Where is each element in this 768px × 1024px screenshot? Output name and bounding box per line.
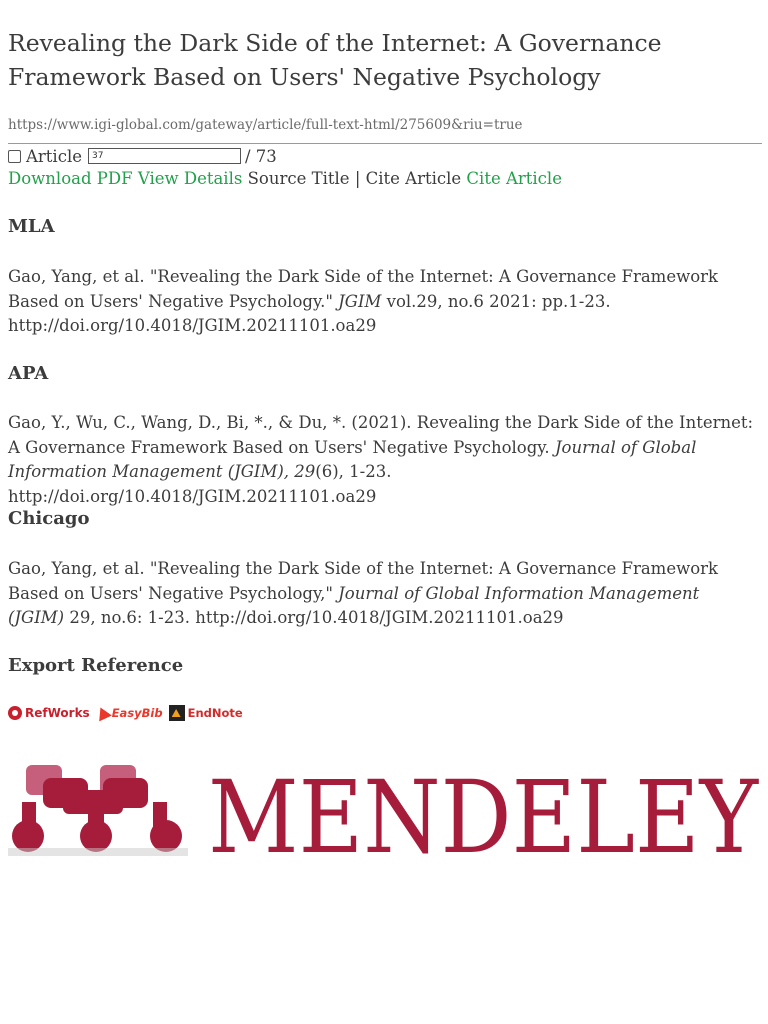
chicago-citation xyxy=(8,557,758,631)
view-details-link[interactable]: View Details xyxy=(137,169,243,188)
endnote-icon xyxy=(169,705,185,721)
mla-heading: MLA xyxy=(8,216,55,237)
page-url[interactable]: https://www.igi-global.com/gateway/article/full-text-html/275609&riu=true xyxy=(8,117,523,133)
mla-citation xyxy=(8,265,758,339)
apa-journal: Journal of Global Information Management (JGIM), 29 xyxy=(8,437,697,481)
chicago-heading: Chicago xyxy=(8,508,90,529)
cite-article-text: Cite Article xyxy=(365,169,462,188)
chicago-citation-tail: 29, no.6: 1-23. http://doi.org/10.4018/JGIM.20211101.oa29 xyxy=(64,608,564,627)
page-title: Revealing the Dark Side of the Internet: A Governance Framework Based on Users' Negative Psychology xyxy=(8,29,662,91)
download-pdf-link[interactable]: Download PDF xyxy=(8,169,133,188)
link-separator: | xyxy=(354,169,361,188)
apa-citation-tail: (6), 1-23. http://doi.org/10.4018/JGIM.20211101.oa29 xyxy=(8,462,392,506)
action-links xyxy=(8,168,562,190)
mla-journal: JGIM xyxy=(338,291,382,311)
cite-article-link[interactable]: Cite Article xyxy=(466,169,562,188)
page-number-input[interactable]: 37 xyxy=(88,148,241,164)
mendeley-logo-icon xyxy=(8,765,188,856)
refworks-icon xyxy=(8,706,22,720)
export-badges xyxy=(8,703,249,723)
article-checkbox[interactable] xyxy=(8,150,21,163)
mendeley-wordmark: MENDELEY xyxy=(208,759,759,876)
refworks-label-ref: Ref xyxy=(25,706,48,720)
apa-citation xyxy=(8,411,758,509)
page-total: / 73 xyxy=(245,146,277,166)
endnote-button[interactable] xyxy=(169,705,243,721)
apa-heading: APA xyxy=(8,363,49,384)
chicago-journal: Journal of Global Information Management (JGIM) xyxy=(8,583,700,627)
easybib-icon xyxy=(94,705,112,722)
divider xyxy=(8,143,762,144)
source-title-text: Source Title xyxy=(247,169,350,188)
easybib-button[interactable] xyxy=(96,706,163,720)
refworks-label xyxy=(25,706,90,720)
export-reference-heading: Export Reference xyxy=(8,655,184,676)
chicago-citation-text: Gao, Yang, et al. "Revealing the Dark Side of the Internet: A Governance Framework Based on Users' Negative Psychology," xyxy=(8,559,719,603)
endnote-label: EndNote xyxy=(187,706,243,720)
refworks-button[interactable] xyxy=(8,706,90,720)
easybib-label: EasyBib xyxy=(111,706,163,720)
article-pager xyxy=(8,145,277,167)
apa-citation-text: Gao, Y., Wu, C., Wang, D., Bi, *., & Du, *. (2021). Revealing the Dark Side of the Internet: A Governance Framework Based on Users' Negative Psychology. xyxy=(8,413,754,457)
article-label: Article xyxy=(26,146,82,166)
mla-citation-text: Gao, Yang, et al. "Revealing the Dark Side of the Internet: A Governance Framework Based on Users' Negative Psychology." xyxy=(8,267,719,311)
refworks-label-works: Works xyxy=(47,706,90,720)
mla-citation-tail: vol.29, no.6 2021: pp.1-23. http://doi.org/10.4018/JGIM.20211101.oa29 xyxy=(8,291,611,335)
mendeley-button[interactable] xyxy=(8,759,762,876)
